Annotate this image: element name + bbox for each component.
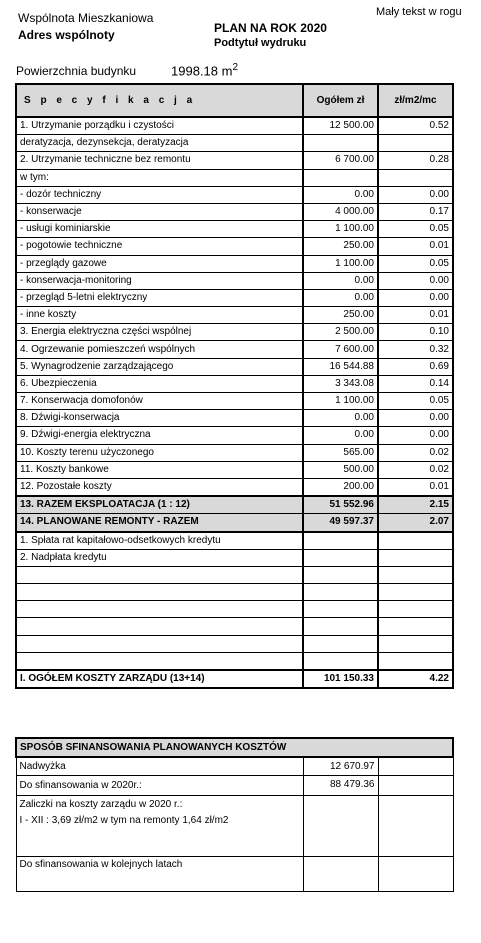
document-subtitle: Podtytuł wydruku: [214, 37, 307, 49]
row-total: 3 343.08: [303, 375, 378, 392]
area-unit: m: [221, 63, 233, 79]
row-per-m2: 0.00: [378, 410, 453, 427]
row-total: [303, 135, 378, 152]
row-label: deratyzacja, dezynsekcja, deratyzacja: [16, 135, 303, 152]
row-total: [303, 584, 378, 601]
row-per-m2: 4.22: [378, 670, 453, 688]
row-per-m2: 0.52: [378, 117, 453, 135]
table-row: [16, 584, 453, 601]
row-per-m2: 0.17: [378, 203, 453, 220]
row-per-m2: 0.05: [378, 393, 453, 410]
surplus-label: Nadwyżka: [16, 757, 303, 776]
org-address: Adres wspólnoty: [18, 28, 115, 42]
row-per-m2: 0.01: [378, 478, 453, 496]
row-label: 8. Dźwigi-konserwacja: [16, 410, 303, 427]
row-total: 7 600.00: [303, 341, 378, 358]
row-label: [16, 584, 303, 601]
row-per-m2: 0.05: [378, 221, 453, 238]
table-row: [16, 478, 453, 496]
row-label: 5. Wynagrodzenie zarządzającego: [16, 358, 303, 375]
header-total: Ogółem zł: [303, 84, 378, 117]
table-row: [16, 152, 453, 169]
corner-small-text: Mały tekst w rogu: [376, 6, 462, 18]
table-row: [16, 652, 453, 670]
row-per-m2: [378, 532, 453, 550]
row-per-m2: 0.02: [378, 461, 453, 478]
row-total: 12 500.00: [303, 117, 378, 135]
row-per-m2: [378, 618, 453, 635]
row-label: 2. Nadpłata kredytu: [16, 549, 303, 566]
table-row: [16, 341, 453, 358]
table-row: [16, 358, 453, 375]
row-label: - konserwacje: [16, 203, 303, 220]
table-row: [16, 255, 453, 272]
table-row: [16, 393, 453, 410]
empty-cell: [303, 857, 378, 892]
row-label: 1. Utrzymanie porządku i czystości: [16, 117, 303, 135]
plan-header-row: [16, 84, 453, 117]
row-total: 2 500.00: [303, 324, 378, 341]
row-total: [303, 169, 378, 186]
row-per-m2: 0.01: [378, 307, 453, 324]
table-row: [16, 324, 453, 341]
table-row: [16, 203, 453, 220]
row-per-m2: [378, 566, 453, 583]
row-label: 6. Ubezpieczenia: [16, 375, 303, 392]
row-label: 12. Pozostałe koszty: [16, 478, 303, 496]
plan-table: [15, 83, 454, 689]
row-label: I. OGÓŁEM KOSZTY ZARZĄDU (13+14): [16, 670, 303, 688]
row-per-m2: 0.00: [378, 427, 453, 444]
row-per-m2: 0.00: [378, 186, 453, 203]
table-row: [16, 566, 453, 583]
row-label: 9. Dźwigi-energia elektryczna: [16, 427, 303, 444]
row-label: 11. Koszty bankowe: [16, 461, 303, 478]
table-row: [16, 857, 453, 892]
row-total: [303, 635, 378, 652]
row-total: 16 544.88: [303, 358, 378, 375]
row-label: 4. Ogrzewanie pomieszczeń wspólnych: [16, 341, 303, 358]
table-row: [16, 514, 453, 532]
row-total: 1 100.00: [303, 255, 378, 272]
row-per-m2: 2.07: [378, 514, 453, 532]
row-label: [16, 635, 303, 652]
row-per-m2: 0.10: [378, 324, 453, 341]
table-row: [16, 221, 453, 238]
to-fund-value: 88 479.36: [303, 776, 378, 796]
table-row: [16, 601, 453, 618]
row-total: 250.00: [303, 238, 378, 255]
row-per-m2: 0.00: [378, 272, 453, 289]
row-per-m2: 0.32: [378, 341, 453, 358]
table-row: [16, 461, 453, 478]
row-total: 0.00: [303, 289, 378, 306]
row-total: 0.00: [303, 410, 378, 427]
row-per-m2: 0.05: [378, 255, 453, 272]
later-label: Do sfinansowania w kolejnych latach: [16, 857, 303, 892]
row-per-m2: [378, 601, 453, 618]
empty-cell: [378, 796, 453, 857]
table-row: [16, 444, 453, 461]
table-row: [16, 532, 453, 550]
table-row: [16, 117, 453, 135]
table-row: [16, 307, 453, 324]
table-row: [16, 375, 453, 392]
row-total: [303, 601, 378, 618]
header-specification: S p e c y f i k a c j a: [16, 84, 303, 117]
table-row: [16, 757, 453, 776]
row-total: 500.00: [303, 461, 378, 478]
row-label: - konserwacja-monitoring: [16, 272, 303, 289]
row-label: - usługi kominiarskie: [16, 221, 303, 238]
empty-cell: [303, 796, 378, 857]
table-row: [16, 796, 453, 857]
row-label: 1. Spłata rat kapitałowo-odsetkowych kredytu: [16, 532, 303, 550]
header-per-m2: zł/m2/mc: [378, 84, 453, 117]
row-label: 14. PLANOWANE REMONTY - RAZEM: [16, 514, 303, 532]
row-total: [303, 652, 378, 670]
empty-cell: [378, 857, 453, 892]
row-label: - przegląd 5-letni elektryczny: [16, 289, 303, 306]
row-total: 0.00: [303, 427, 378, 444]
row-total: [303, 566, 378, 583]
row-per-m2: [378, 549, 453, 566]
table-row: [16, 549, 453, 566]
row-label: 10. Koszty terenu użyczonego: [16, 444, 303, 461]
row-label: - inne koszty: [16, 307, 303, 324]
row-label: 7. Konserwacja domofonów: [16, 393, 303, 410]
row-per-m2: 0.01: [378, 238, 453, 255]
table-row: [16, 272, 453, 289]
row-total: 565.00: [303, 444, 378, 461]
table-row: [16, 618, 453, 635]
row-label: [16, 566, 303, 583]
row-per-m2: 0.14: [378, 375, 453, 392]
row-total: 49 597.37: [303, 514, 378, 532]
table-row: [16, 635, 453, 652]
surplus-value: 12 670.97: [303, 757, 378, 776]
document-title: PLAN NA ROK 2020: [214, 21, 327, 35]
row-total: 101 150.33: [303, 670, 378, 688]
row-total: 1 100.00: [303, 393, 378, 410]
row-total: 200.00: [303, 478, 378, 496]
table-row: [16, 169, 453, 186]
row-label: - przeglądy gazowe: [16, 255, 303, 272]
row-per-m2: [378, 635, 453, 652]
empty-cell: [378, 776, 453, 796]
table-row: [16, 496, 453, 514]
table-row: [16, 776, 453, 796]
row-label: - pogotowie techniczne: [16, 238, 303, 255]
table-row: [16, 238, 453, 255]
row-per-m2: [378, 169, 453, 186]
row-label: [16, 652, 303, 670]
row-total: 1 100.00: [303, 221, 378, 238]
area-label: Powierzchnia budynku: [16, 64, 137, 78]
row-per-m2: 0.69: [378, 358, 453, 375]
row-per-m2: 0.02: [378, 444, 453, 461]
row-per-m2: [378, 652, 453, 670]
row-label: 2. Utrzymanie techniczne bez remontu: [16, 152, 303, 169]
row-total: [303, 549, 378, 566]
row-total: 0.00: [303, 272, 378, 289]
row-per-m2: 0.00: [378, 289, 453, 306]
row-per-m2: 2.15: [378, 496, 453, 514]
row-total: 250.00: [303, 307, 378, 324]
table-row: [16, 186, 453, 203]
table-row: [16, 670, 453, 688]
to-fund-label: Do sfinansowania w 2020r.:: [16, 776, 303, 796]
table-row: [16, 289, 453, 306]
row-per-m2: 0.28: [378, 152, 453, 169]
row-per-m2: [378, 584, 453, 601]
row-total: 6 700.00: [303, 152, 378, 169]
area-value: [171, 62, 238, 78]
row-label: w tym:: [16, 169, 303, 186]
table-row: [16, 427, 453, 444]
table-row: [16, 135, 453, 152]
funding-title: SPOSÓB SFINANSOWANIA PLANOWANYCH KOSZTÓW: [16, 738, 453, 757]
funding-header-row: [16, 738, 453, 757]
org-name: Wspólnota Mieszkaniowa: [18, 11, 154, 25]
row-label: - dozór techniczny: [16, 186, 303, 203]
funding-table: [15, 737, 454, 892]
row-total: [303, 532, 378, 550]
advance-cell: [16, 796, 303, 857]
row-label: 3. Energia elektryczna części wspólnej: [16, 324, 303, 341]
advance-detail: I - XII : 3,69 zł/m2 w tym na remonty 1,64 zł/m2: [19, 815, 229, 826]
row-total: 51 552.96: [303, 496, 378, 514]
row-total: 0.00: [303, 186, 378, 203]
row-total: [303, 618, 378, 635]
area-number: 1998.18: [171, 63, 218, 79]
table-row: [16, 410, 453, 427]
advance-label: Zaliczki na koszty zarządu w 2020 r.:: [19, 799, 183, 810]
row-total: 4 000.00: [303, 203, 378, 220]
row-label: [16, 601, 303, 618]
empty-cell: [378, 757, 453, 776]
row-per-m2: [378, 135, 453, 152]
row-label: 13. RAZEM EKSPLOATACJA (1 : 12): [16, 496, 303, 514]
area-unit-exponent: 2: [232, 62, 239, 73]
row-label: [16, 618, 303, 635]
